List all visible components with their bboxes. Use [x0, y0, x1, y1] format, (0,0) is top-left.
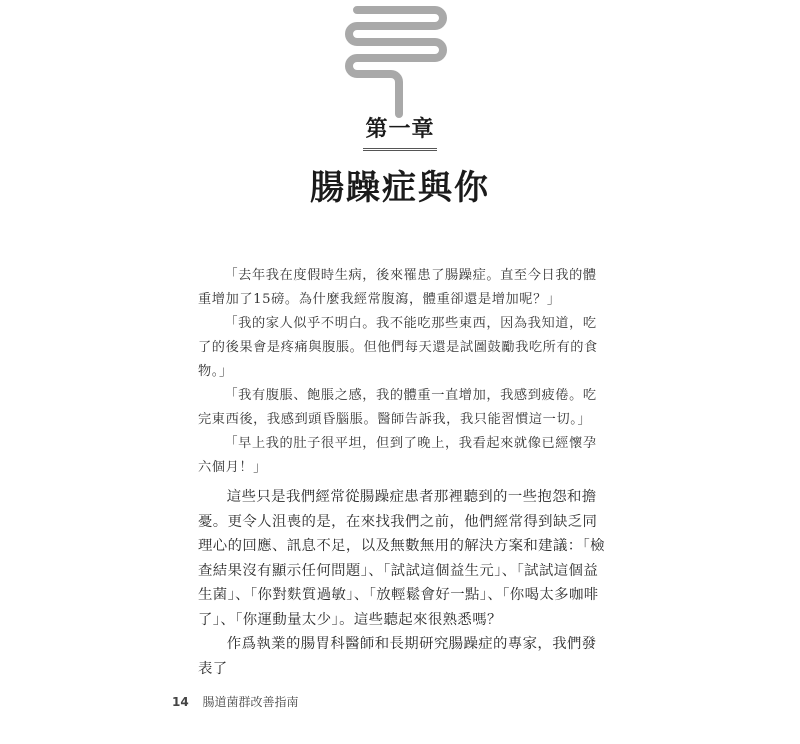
body-paragraph: 作爲執業的腸胃科醫師和長期研究腸躁症的專家，我們發表了 [198, 636, 597, 677]
chapter-label [0, 116, 800, 151]
running-title: 腸道菌群改善指南 [202, 695, 299, 709]
patient-quotes [198, 264, 608, 480]
page-footer [172, 694, 299, 710]
quote-paragraph: 「早上我的肚子很平坦，但到了晚上，我看起來就像已經懷孕六個月！」 [198, 436, 597, 475]
body-paragraph: 這些只是我們經常從腸躁症患者那裡聽到的一些抱怨和擔憂。更令人沮喪的是，在來找我們之前，他們經常得到缺乏同理心的回應、訊息不足，以及無數無用的解決方案和建議：「檢查結果沒有顯示任何問題」、「試試這個益生元」、「試試這個益生菌」、「你對麩質過敏」、「放輕鬆會好一點」、「你喝太多咖啡了」、「你運動量太少」。這些聽起來很熟悉嗎？ [198, 489, 605, 628]
chapter-title: 腸躁症與你 [310, 168, 490, 208]
intestine-icon [343, 2, 453, 118]
quote-paragraph: 「我有腹脹、飽脹之感，我的體重一直增加，我感到疲倦。吃完東西後，我感到頭昏腦脹。醫師告訴我，我只能習慣這一切。」 [198, 388, 597, 427]
quote-paragraph: 「去年我在度假時生病，後來罹患了腸躁症。直至今日我的體重增加了15磅。為什麼我經常腹瀉，體重卻還是增加呢？」 [198, 268, 597, 307]
chapter-label-text: 第一章 [363, 116, 436, 151]
page-number: 14 [172, 695, 189, 709]
quote-paragraph: 「我的家人似乎不明白。我不能吃那些東西，因為我知道，吃了的後果會是疼痛與腹脹。但他們每天還是試圖鼓勵我吃所有的食物。」 [198, 316, 598, 379]
body-text [198, 485, 606, 681]
